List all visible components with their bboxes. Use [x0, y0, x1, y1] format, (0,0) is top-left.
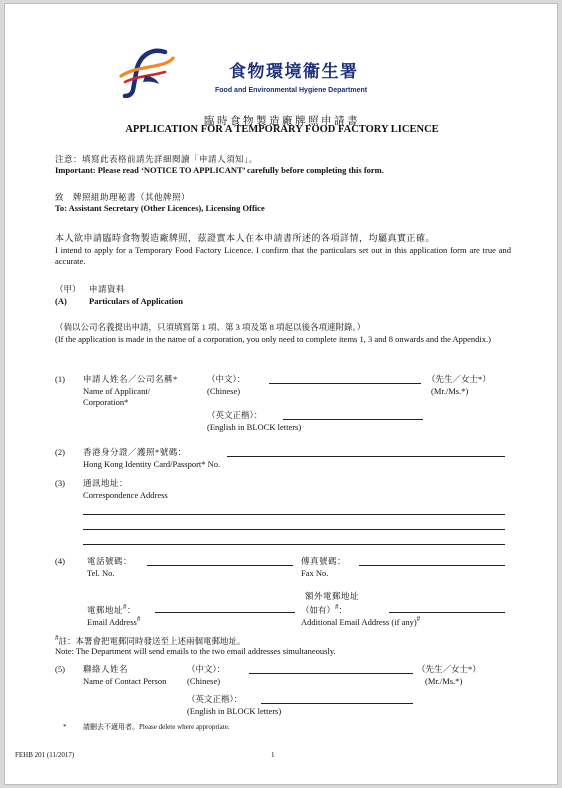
- email-label-en-text: Email Address: [87, 616, 137, 627]
- intro-en: I intend to apply for a Temporary Food Factory Licence. I confirm that the particulars set out in this application form are true and accurate.: [55, 245, 511, 266]
- fax-label-cn: 傳真號碼：: [301, 556, 347, 566]
- section-a-title-cn: 申請資料: [89, 284, 126, 294]
- form-title-cn: 臨時食物製造廠牌照申請書: [204, 116, 360, 127]
- item-5-number: (5): [55, 664, 65, 674]
- address-field-line-1[interactable]: [83, 514, 505, 515]
- fehd-logo-icon: [115, 46, 175, 98]
- email-note-sup: #: [55, 634, 59, 642]
- applicant-name-english-field[interactable]: [283, 419, 423, 420]
- item-5-chinese-en: (Chinese): [187, 676, 221, 686]
- notice-cn: 注意：填寫此表格前請先詳細閱讀「申請人須知」。: [55, 154, 258, 164]
- additional-email-label-en-text: Additional Email Address (if any): [301, 616, 417, 627]
- item-1-title-en: (Mr./Ms.*): [431, 386, 469, 396]
- item-5-chinese-cn: （中文）：: [187, 664, 226, 674]
- footnote-en: Please delete where appropriate.: [139, 723, 230, 731]
- org-name-cn: 食物環境衞生署: [229, 62, 359, 82]
- item-1-label-en-1: Name of Applicant/: [83, 386, 151, 396]
- additional-email-label-cn-2: [301, 603, 347, 616]
- item-5-title-cn: （先生／女士*）: [417, 664, 481, 674]
- id-passport-field[interactable]: [227, 456, 505, 457]
- additional-email-label-en-sup: #: [416, 615, 421, 623]
- contact-name-chinese-field[interactable]: [249, 673, 413, 674]
- address-field-line-2[interactable]: [83, 529, 505, 530]
- notice-en: Important: Please read ‘NOTICE TO APPLICANT’ carefully before completing this form.: [55, 165, 384, 175]
- item-2-number: (2): [55, 447, 65, 457]
- item-1-label-en-2: Corporation*: [83, 397, 129, 407]
- item-1-chinese-cn: （中文）：: [207, 374, 246, 384]
- email-label-en: [87, 615, 140, 628]
- item-3-number: (3): [55, 478, 65, 488]
- item-3-label-en: Correspondence Address: [83, 490, 168, 500]
- item-1-english-en: (English in BLOCK letters): [207, 422, 302, 432]
- email-label-colon: ：: [127, 604, 137, 615]
- additional-email-label-cn-1: 額外電郵地址: [305, 591, 360, 601]
- tel-field[interactable]: [147, 565, 293, 566]
- email-field[interactable]: [155, 612, 295, 613]
- email-label-cn-text: 電郵地址: [87, 604, 124, 615]
- additional-email-label-en: [301, 615, 420, 628]
- intro-cn: 本人欲申請臨時食物製造廠牌照，茲證實本人在本申請書所述的各項詳情，均屬真實正確。: [55, 233, 436, 243]
- item-1-number: (1): [55, 374, 65, 384]
- tel-label-en: Tel. No.: [87, 568, 115, 578]
- form-title-en: APPLICATION FOR A TEMPORARY FOOD FACTORY LICENCE: [125, 124, 439, 135]
- section-a-label-cn: （甲）: [55, 284, 81, 294]
- item-1-chinese-en: (Chinese): [207, 386, 241, 396]
- fax-label-en: Fax No.: [301, 568, 329, 578]
- email-note-cn-text: 註：本署會把電郵同時發送至上述兩個電郵地址。: [58, 635, 246, 646]
- email-label-en-sup: #: [136, 615, 141, 623]
- section-a-title-en: Particulars of Application: [89, 296, 183, 306]
- email-label-sup: #: [123, 603, 128, 611]
- email-label-cn: [87, 603, 136, 616]
- email-note-cn: [55, 634, 246, 647]
- section-a-label-en: (A): [55, 296, 67, 306]
- applicant-name-chinese-field[interactable]: [269, 383, 421, 384]
- item-4-number: (4): [55, 556, 65, 566]
- contact-name-english-field[interactable]: [261, 703, 413, 704]
- address-field-line-3[interactable]: [83, 544, 505, 545]
- item-2-label-cn: 香港身分證／護照*號碼：: [83, 447, 187, 457]
- form-code: FEHB 201 (11/2017): [15, 751, 75, 759]
- item-5-english-cn: （英文正楷）：: [187, 694, 243, 704]
- footnote-cn: 請刪去不適用者。: [83, 723, 139, 731]
- additional-email-field[interactable]: [389, 612, 505, 613]
- fax-field[interactable]: [359, 565, 505, 566]
- page-number: 1: [271, 751, 275, 759]
- item-3-label-cn: 通訊地址：: [83, 478, 129, 488]
- item-5-english-en: (English in BLOCK letters): [187, 706, 282, 716]
- tel-label-cn: 電話號碼：: [87, 556, 133, 566]
- additional-email-label-cn-2-text: （如有）: [301, 604, 336, 615]
- org-name-en: Food and Environmental Hygiene Department: [215, 87, 368, 94]
- item-5-title-en: (Mr./Ms.*): [425, 676, 463, 686]
- item-2-label-en: Hong Kong Identity Card/Passport* No.: [83, 459, 221, 469]
- section-a-note-cn: （倘以公司名義提出申請，只須填寫第 1 項、第 3 項及第 8 項起以後各項連附錄。）: [55, 322, 366, 332]
- item-1-label-cn: 申請人姓名／公司名稱*: [83, 374, 178, 384]
- form-page: [4, 3, 558, 785]
- item-5-label-en: Name of Contact Person: [83, 676, 167, 686]
- footnote-mark: *: [63, 723, 67, 731]
- email-note-en: Note: The Department will send emails to the two email addresses simultaneously.: [55, 646, 336, 656]
- additional-email-label-colon: ：: [338, 604, 348, 615]
- addressee-cn: 致 牌照組助理秘書（其他牌照）: [55, 192, 191, 202]
- addressee-en: To: Assistant Secretary (Other Licences), Licensing Office: [55, 203, 265, 213]
- additional-email-label-sup: #: [335, 603, 339, 611]
- item-1-english-cn: （英文正楷）：: [207, 410, 263, 420]
- item-1-title-cn: （先生／女士*）: [427, 374, 491, 384]
- item-5-label-cn: 聯絡人姓名: [83, 664, 129, 674]
- section-a-note-en: (If the application is made in the name of a corporation, you only need to complete items 1, 3 and 8 onwards and the Appendix.): [55, 334, 491, 344]
